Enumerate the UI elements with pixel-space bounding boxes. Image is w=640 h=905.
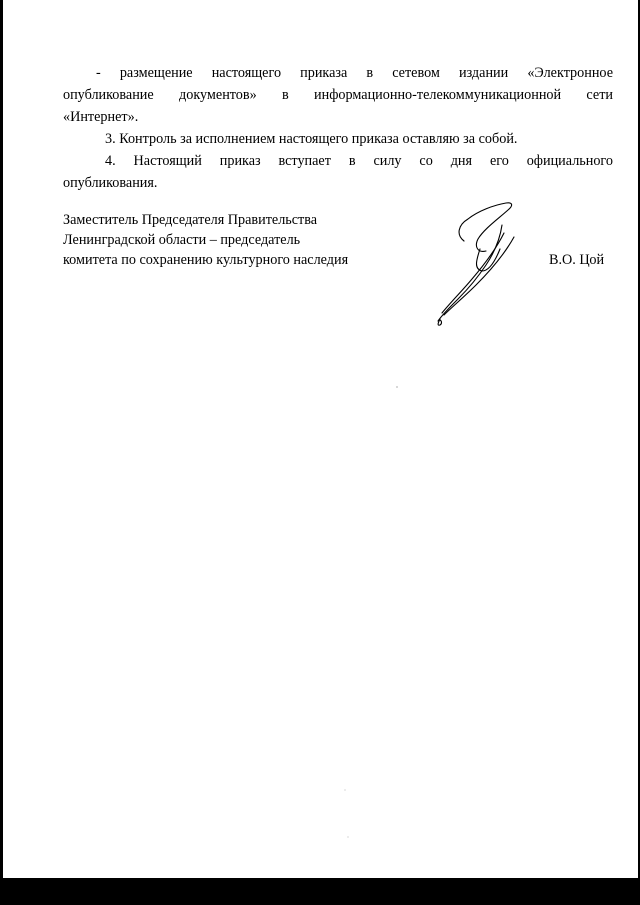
scan-bottom-band <box>0 878 640 905</box>
paragraph-control-text: 3. Контроль за исполнением настоящего приказа оставляю за собой. <box>105 131 518 147</box>
paragraph-publication-line-3: «Интернет». <box>63 109 139 125</box>
signer-name: В.О. Цой <box>549 252 605 268</box>
paragraph-effective-date-line-2: опубликования. <box>63 175 158 191</box>
signatory-position-line-2: Ленинградской области – председатель <box>63 232 301 248</box>
signatory-position-line-3: комитета по сохранению культурного наследия <box>63 252 349 268</box>
paragraph-effective-date-line-1: 4. Настоящий приказ вступает в силу со дня его официального <box>105 153 613 169</box>
paragraph-publication-line-1: - размещение настоящего приказа в сетевом издании «Электронное <box>96 65 613 81</box>
signatory-position-line-1: Заместитель Председателя Правительства <box>63 212 318 228</box>
paragraph-publication-line-2: опубликование документов» в информационно-телекоммуникационной сети <box>63 87 613 103</box>
